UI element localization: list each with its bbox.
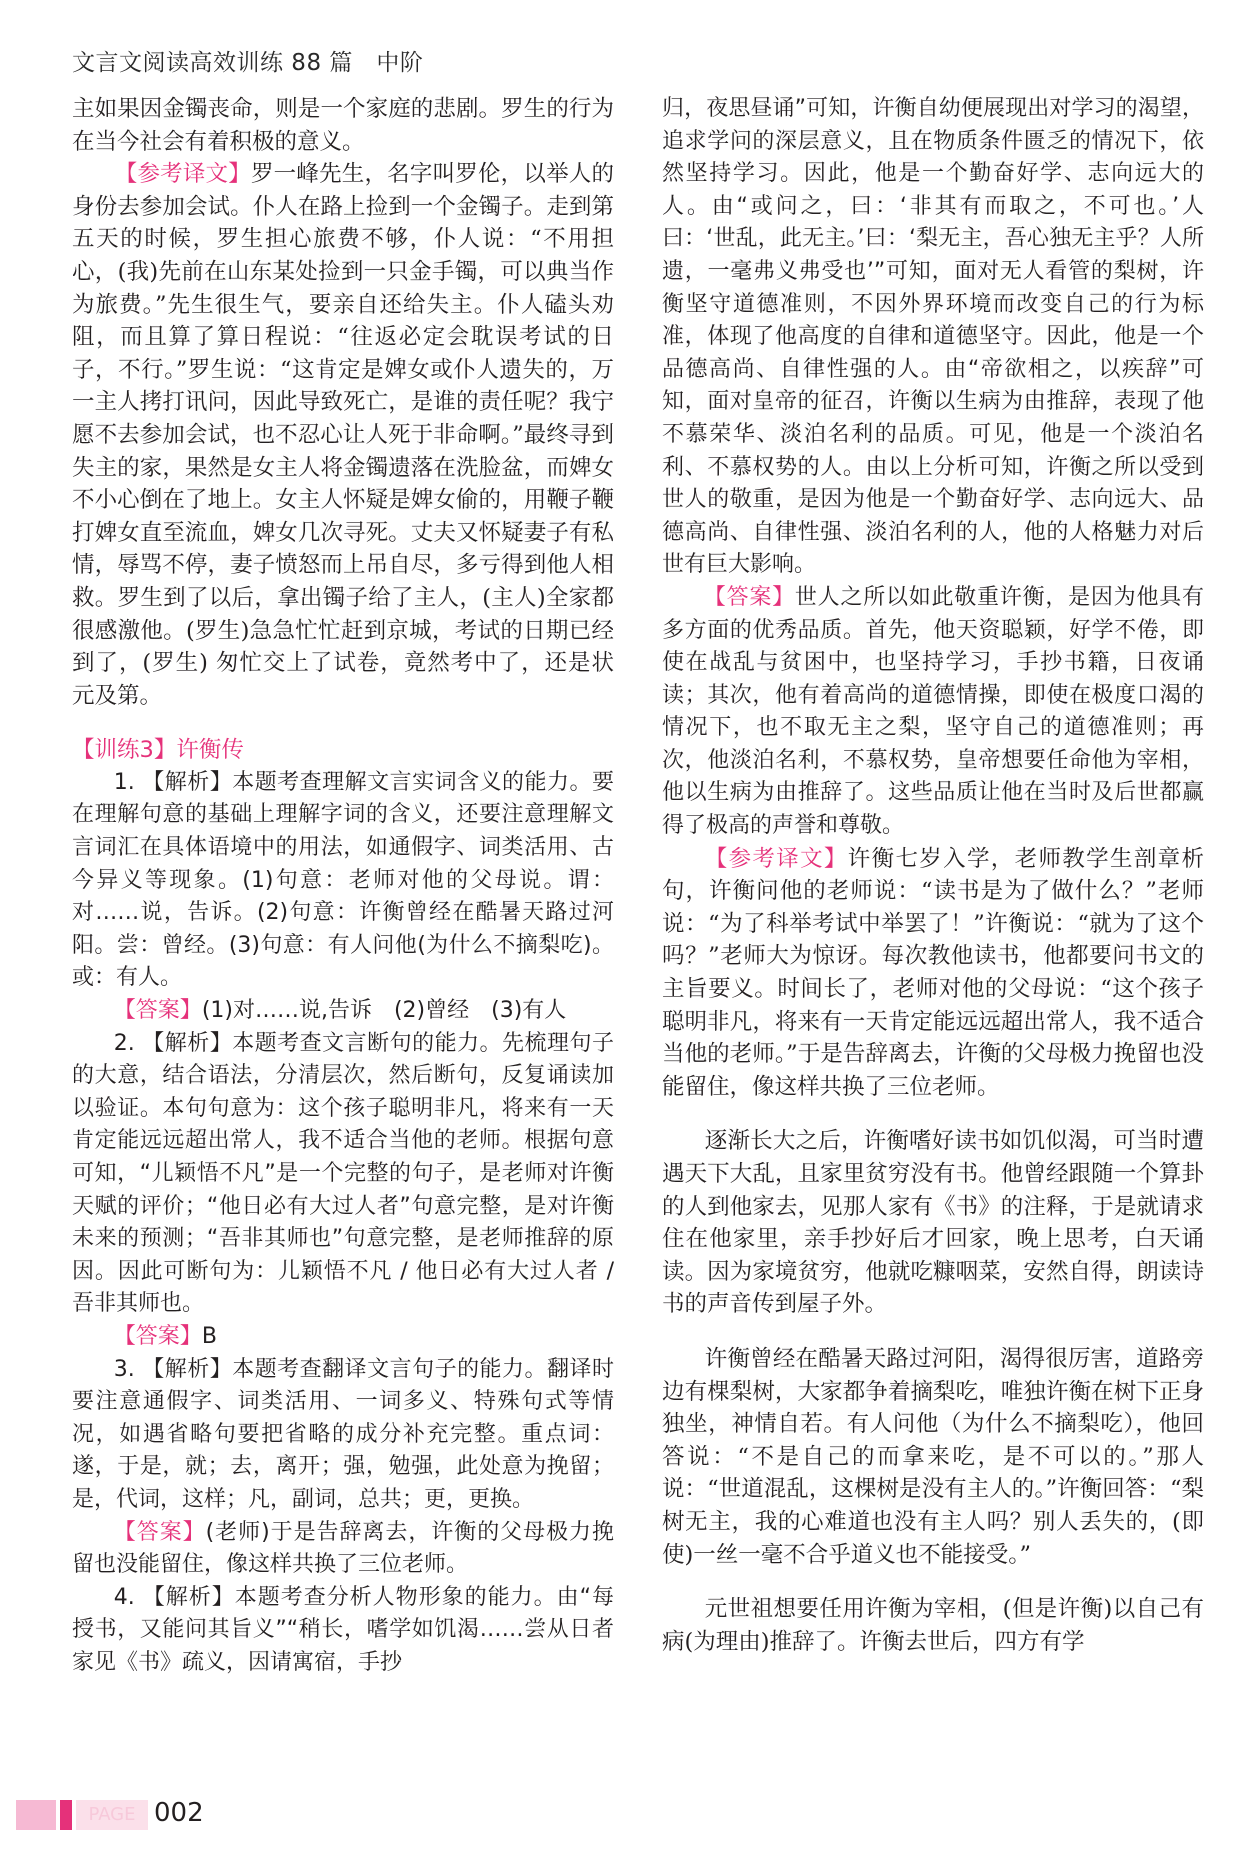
footer-accent-mark [60, 1800, 72, 1830]
analysis-1: 1. 【解析】本题考查理解文言实词含义的能力。要在理解句意的基础上理解字词的含义，还要注意理解文言词汇在具体语境中的用法，如通假字、词类活用、古今异义等现象。(1)句意：老师对他的父母说。谓：对……说，告诉。(2)句意：许衡曾经在酷暑天路过河阳。尝：曾经。(3)句意：有人问他(为什么不摘梨吃)。或：有人。 [72, 769, 614, 991]
footer-page-label: PAGE [76, 1800, 148, 1830]
section-title: 【训练3】许衡传 [72, 737, 244, 764]
answer-3: 【答案】(老师)于是告辞离去，许衡的父母极力挽留也没能留住，像这样共换了三位老师。 [72, 1519, 614, 1578]
answer-2: 【答案】B [113, 1323, 217, 1349]
footer-color-bar [16, 1800, 56, 1830]
answer-1: 【答案】(1)对……说,告诉 (2)曾经 (3)有人 [113, 998, 567, 1024]
analysis-4-continued: 归，夜思昼诵”可知，许衡自幼便展现出对学习的渴望，追求学问的深层意义，且在物质条件匮乏的情况下，依然坚持学习。因此，他是一个勤奋好学、志向远大的人。由“或问之，曰：‘非其有而取之，不可也。’人曰：‘世乱，此无主。’曰：‘梨无主，吾心独无主乎？人所遗，一毫弗义弗受也’”可知，面对无人看管的梨树，许衡坚守道德准则，不因外界环境而改变自己的行为标准，体现了他高度的自律和道德坚守。因此，他是一个品德高尚、自律性强的人。由“帝欲相之，以疾辞”可知，面对皇帝的征召，许衡以生病为由推辞，表现了他不慕荣华、淡泊名利的品质。可见，他是一个淡泊名利、不慕权势的人。由以上分析可知，许衡之所以受到世人的敬重，是因为他是一个勤奋好学、志向远大、品德高尚、自律性强、淡泊名利的人，他的人格魅力对后世有巨大影响。 [662, 96, 1204, 578]
answer-4: 【答案】世人之所以如此敬重许衡，是因为他具有多方面的优秀品质。首先，他天资聪颖，好学不倦，即使在战乱与贫困中，也坚持学习，手抄书籍，日夜诵读；其次，他有着高尚的道德情操，即使在极度口渴的情况下，也不取无主之梨，坚守自己的道德准则；再次，他淡泊名利，不慕权势，皇帝想要任命他为宰相，他以生病为由推辞了。这些品质让他在当时及后世都赢得了极高的声誉和尊敬。 [662, 584, 1204, 839]
reference-translation-1: 【参考译文】罗一峰先生，名字叫罗伦，以举人的身份去参加会试。仆人在路上捡到一个金镯子。走到第五天的时候，罗生担心旅费不够，仆人说：“不用担心，(我)先前在山东某处捡到一只金手镯，可以典当作为旅费。”先生很生气，要亲自还给失主。仆人磕头劝阻，而且算了算日程说：“往返必定会耽误考试的日子，不行。”罗生说：“这肯定是婢女或仆人遗失的，万一主人拷打讯问，因此导致死亡，是谁的责任呢？我宁愿不去参加会试，也不忍心让人死于非命啊。”最终寻到失主的家，果然是女主人将金镯遗落在洗脸盆，而婢女不小心倒在了地上。女主人怀疑是婢女偷的，用鞭子鞭打婢女直至流血，婢女几次寻死。丈夫又怀疑妻子有私情，辱骂不停，妻子愤怒而上吊自尽，多亏得到他人相救。罗生到了以后，拿出镯子给了主人，(主人)全家都很感激他。(罗生)急急忙忙赶到京城，考试的日期已经到了，(罗生) 匆忙交上了试卷，竟然考中了，还是状元及第。 [72, 161, 614, 709]
reference-translation-para-3: 许衡曾经在酷暑天路过河阳，渴得很厉害，道路旁边有棵梨树，大家都争着摘梨吃，唯独许衡在树下正身独坐，神情自若。有人问他（为什么不摘梨吃），他回答说：“不是自己的而拿来吃，是不可以的。”那人说：“世道混乱，这棵树是没有主人的。”许衡回答：“梨树无主，我的心难道也没有主人吗？别人丢失的，(即使)一丝一毫不合乎道义也不能接受。” [662, 1345, 1204, 1568]
analysis-4: 4. 【解析】本题考查分析人物形象的能力。由“每授书，又能问其旨义”“稍长，嗜学如饥渴……尝从日者家见《书》疏义，因请寓宿，手抄 [72, 1584, 614, 1675]
intro-paragraph: 主如果因金镯丧命，则是一个家庭的悲剧。罗生的行为在当今社会有着积极的意义。 [72, 96, 614, 155]
page-number: 002 [154, 1798, 204, 1828]
reference-translation-para-4: 元世祖想要任用许衡为宰相，(但是许衡)以自己有病(为理由)推辞了。许衡去世后，四方有学 [662, 1596, 1204, 1655]
ref-tag: 【参考译文】 [114, 161, 251, 188]
reference-translation-2: 【参考译文】许衡七岁入学，老师教学生剖章析句，许衡问他的老师说：“读书是为了做什么？”老师说：“为了科举考试中举罢了！”许衡说：“就为了这个吗？”老师大为惊讶。每次教他读书，他都要问书文的主旨要义。时间长了，老师对他的父母说：“这个孩子聪明非凡，将来有一天肯定能远远超出常人，我不适合当他的老师。”于是告辞离去，许衡的父母极力挽留也没能留住，像这样共换了三位老师。 [662, 845, 1204, 1100]
running-header: 文言文阅读高效训练 88 篇 中阶 [72, 50, 424, 76]
left-column [72, 93, 614, 1680]
reference-translation-para-2: 逐渐长大之后，许衡嗜好读书如饥似渴，可当时遭遇天下大乱，且家里贫穷没有书。他曾经跟随一个算卦的人到他家去，见那人家有《书》的注释，于是就请求住在他家里，亲手抄好后才回家，晚上思考，白天诵读。因为家境贫穷，他就吃糠咽菜，安然自得，朗读诗书的声音传到屋子外。 [662, 1128, 1204, 1318]
right-column [662, 93, 1204, 1658]
analysis-2: 2. 【解析】本题考查文言断句的能力。先梳理句子的大意，结合语法，分清层次，然后断句，反复诵读加以验证。本句句意为：这个孩子聪明非凡，将来有一天肯定能远远超出常人，我不适合当他的老师。根据句意可知，“儿颖悟不凡”是一个完整的句子，是老师对许衡天赋的评价；“他日必有大过人者”句意完整，是对许衡未来的预测；“吾非其师也”句意完整，是老师推辞的原因。因此可断句为：儿颖悟不凡 / 他日必有大过人者 / 吾非其师也。 [72, 1030, 614, 1317]
analysis-3: 3. 【解析】本题考查翻译文言句子的能力。翻译时要注意通假字、词类活用、一词多义、特殊句式等情况，如遇省略句要把省略的成分补充完整。重点词：遂，于是，就；去，离开；强，勉强，此处意为挽留；是，代词，这样；凡，副词，总共；更，更换。 [72, 1356, 614, 1512]
